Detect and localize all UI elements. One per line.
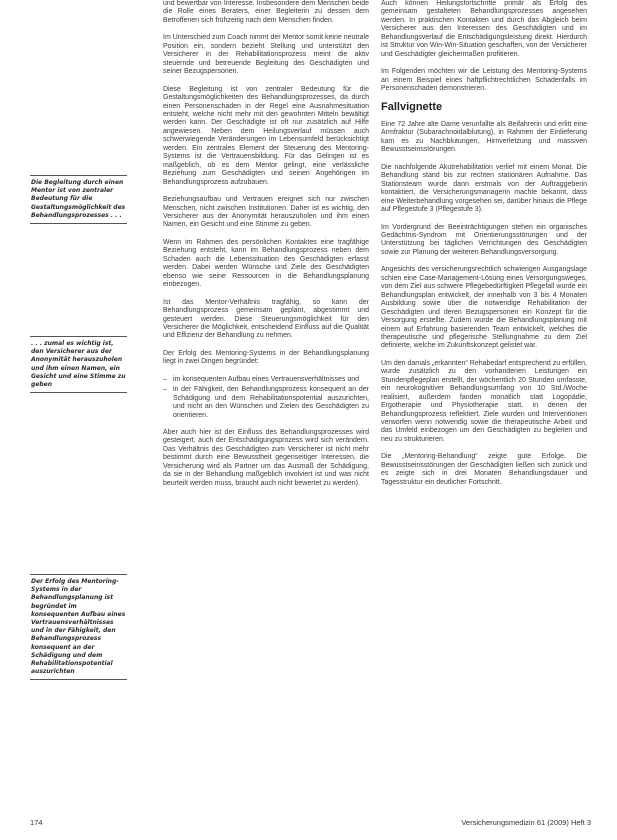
paragraph: Beziehungsaufbau und Vertrauen ereignet sich nur zwischen Menschen, nicht zwischen Institutionen. Daher ist es wichtig, den Versicherer aus der Anonymität herauszuholen und ihm einen Namen, ein Gesicht und eine Stimme zu geben. [163,196,369,229]
paragraph: Der Erfolg des Mentoring-Systems in der Behandlungsplanung liegt in zwei Dingen begründet: [163,349,369,366]
paragraph: Die nachfolgende Akutrehabilitation verlief mit einem Monat. Die Behandlung stand bis zur rechten stationären Aufnahme. Das Stationsteam wurde dann erstmals von der Auftraggeberin kontaktiert, die Versicherungsmanagerin machte bekannt, dass eine Weiterbehandlung vorgesehen sei, darüber hinaus die Pflege auf Pflegestufe 3 (Pflegestufe 3). [381,163,587,214]
page-number: 174 [30,818,43,827]
pull-quote-3: Der Erfolg des Mentoring-Systems in der Behandlungsplanung ist begründet im konsequenten Aufbau eines Vertrauensverhältnisses und in der Fähigkeit, den Behandlungsprozess konsequent an der Schädigung und dem Rehabilitationspotential auszurichten [30,574,127,680]
pull-quote-1: Die Begleitung durch einen Mentor ist von zentraler Bedeutung für die Gestaltungsmöglichkeit des Behandlungsprozesses . . . [30,175,127,224]
paragraph: Aber auch hier ist der Einfluss des Behandlungsprozesses wird gesteigert, auch der Entschädigungsprozess wird sich verändern. Das Verhältnis des Geschädigten zum Versicherer ist nicht mehr bestimmt durch eine Bewusstheit gegenseitiger Interessen, die Versicherung wird als Partner um das Ausmaß der Schädigung, da sie in der Behandlung maßgeblich involviert ist und was nicht beurteilt werden muss, braucht auch nicht bewertet zu werden). [163,429,369,487]
paragraph: Im Vordergrund der Beeinträchtigungen stehen ein organisches Gedächtnis-Syndrom mit Orientierungsstörungen und der Unterstützung bei täglichen Verrichtungen des Geschädigten sowie zur Planung der weiteren Behandlungsversorgung. [381,223,587,256]
paragraph: Im Unterschied zum Coach nimmt der Mentor somit keine neutrale Position ein, sondern bezieht Stellung und unterstützt den Versicherer in der Rehabilitationsprozess meint die aktiv steuernde und betreuende Begleitung des Geschädigten und seiner Bezugspersonen. [163,34,369,76]
paragraph: Auch können Heilungsfortschritte primär als Erfolg des gemeinsam gestalteten Behandlungsprozesses angesehen werden. In praktischen Kontakten und durch das Abgleich beim Versicherer aus den Interessen des Geschädigten und im Behandlungsverlauf die Entschädigungsleistung direkt. Hierdurch ist Struktur von Win-Win-Situation geschaffen, von der Versicherer und Geschädigter gleichermaßen profitieren. [381,0,587,58]
paragraph: Angesichts des versicherungsrechtlich schwierigen Ausgangslage schien eine Case-Management-Lösung eines Versorgungsweges, von dem Ziel aus schwere Pflegebedürftigkeit Pflegefall wurde ein Behandlungsplan entwickelt, der innerhalb von 3 bis 4 Monaten Ausbildung sowie über die notwendige Rehabilitation der Geschädigten und deren Bezugspersonen ein Konzept für die Versorgung erstellte. Zudem wurde die Behandlungsplanung mit einem auf Erfahrung basierenden Team entwickelt, welches die therapeutische und pflegerische Stellungnahme zu dem Ziel definierte, welche im Zukunftskonzept gelistet war. [381,266,587,350]
pull-quote-2: . . . zumal es wichtig ist, den Versicherer aus der Anonymität herauszuholen und ihm einen Namen, ein Gesicht und eine Stimme zu geben [30,336,127,393]
column-middle [163,0,369,497]
list-item: – im konsequenten Aufbau eines Vertrauensverhältnisses und [163,376,369,384]
paragraph: Die „Mentoring-Behandlung“ zeigte gute Erfolge. Die Bewusstseinsstörungen der Geschädigten ließen sich zurück und es zeigte sich in drei Monaten Behandlungsdauer und Tagesstruktur ein deutlicher Fortschritt. [381,453,587,486]
paragraph: und bewertbar von Interesse. Insbesondere dem Menschen beide die Rolle eines Beraters, einer Begleiterin zu dessen dem Betroffenen sich frühzeitig nach dem Menschen finden. [163,0,369,24]
paragraph: Im Folgenden möchten wir die Leistung des Mentoring-Systems an einem Beispiel eines haftpflichtrechtlichen Schadenfalls im Personenschaden demonstrieren. [381,68,587,93]
paragraph: Diese Begleitung ist von zentraler Bedeutung für die Gestaltungsmöglichkeiten des Behandlungsprozesses, da durch einen Personenschaden in der Regel eine Ausnahmesituation entsteht, welche nicht mehr mit den gewohnten Mitteln bewältigt werden kann. Der Geschädigte ist oft nur zusätzlich auf Hilfe angewiesen. Neben dem Heilungsverlauf müssen auch schwerwiegende Veränderungen im Lebensumfeld berücksichtigt werden. Ein zentrales Element der Steuerung des Mentoring-Systems ist die Vertrauensbildung. Für das Gelingen ist es maßgeblich, ob es dem Mentor gelingt, eine verlässliche Beziehung zum Geschädigten und seinen Angehörigen im Behandlungsprozess aufzubauen. [163,85,369,186]
bullet-list [163,376,369,420]
paragraph: Eine 72 Jahre alte Dame verunfallte als Beifahrerin und erlitt eine Armfraktur (Subarachnoidalblutung), in Rahmen der Einlieferung kam es zu Nachblutungen, Hirnverletzung und massiven Bewusstseinsstörungen. [381,120,587,154]
paragraph: Um den damals „erkannten“ Rehabedarf entsprechend zu erfüllen, wurde zusätzlich zu den vorhandenen Leistungen ein Stundenpflegeplan erstellt, der wöchentlich 20 Stunden umfasste, ein neurokognitiver Behandlungsumfang von 10 Std./Woche realisiert, außerdem fanden monatlich statt Logopädie, Ergotherapie und Physiotherapie statt, in denen der Behandlungsprozess reflektiert. Ziele wurden und Interventionen verworfen wenn notwendig sowie die therapeutische Arbeit und das Umfeld einbezogen um den Geschädigten zu begleiten und neu zu strukturieren. [381,359,587,443]
section-heading: Fallvignette [381,100,443,113]
list-item: – in der Fähigkeit, den Behandlungsprozess konsequent an der Schädigung und dem Rehabilitationspotential auszurichten, und nicht an den Wünschen und Zielen des Geschädigten zu orientieren. [163,386,369,420]
paragraph: Ist das Mentor-Verhältnis tragfähig, so kann der Behandlungsprozess gemeinsam geplant, abgestimmt und gesteuert werden. Diese Steuerungsmöglichkeit für den Versicherer die Möglichkeit, entscheidend Einfluss auf die Qualität und Effizienz der Behandlung zu nehmen. [163,298,369,340]
column-right [381,0,587,496]
journal-citation: Versicherungsmedizin 61 (2009) Heft 3 [461,818,591,827]
paragraph: Wenn im Rahmen des persönlichen Kontaktes eine tragfähige Beziehung entsteht, kann im Behandlungsprozess neben dem Schaden auch die Lebenssituation des Geschädigten erfasst werden. Dabei werden Wünsche und Ziele des Geschädigten ebenso wie seine Ressourcen in die Behandlungsplanung einbezogen. [163,238,369,289]
